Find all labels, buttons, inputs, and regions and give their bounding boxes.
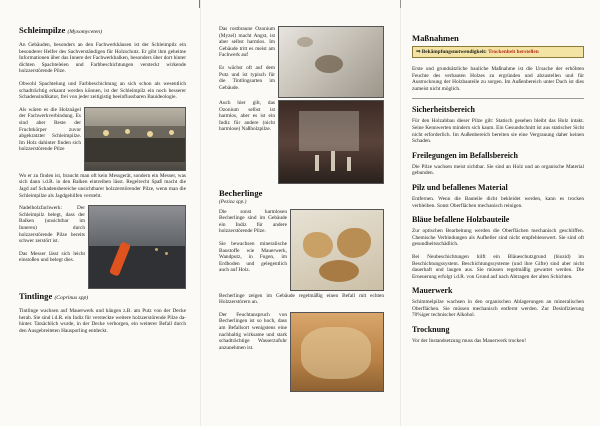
heading-mauerwerk: Mauerwerk [412, 286, 453, 296]
heading-becherlinge: Becherlinge [219, 188, 263, 198]
column-right [412, 34, 584, 351]
paragraph: Schimmelpilze wachsen in den organischen Ablagerungen an mineralischen Oberflächen. Sie müssen mechanisch entfernt werden. Zur Desinfizierung 70%iger technischer Alkohol. [412, 299, 584, 319]
paragraph: Die Pilze wachsen meist sichtbar. Sie sind an Holz und an organische Material gebunden. [412, 163, 584, 177]
heading-schleimpilze: Schleimpilze (Myxomyceten) [19, 25, 102, 35]
paragraph: Bei Neubeschichtungen hilft ein Bläueschutzgrund (biozid) im Beschichtungssystem. Beschichtungssysteme (und ihre Gifte) sind aber nicht dauerhaft und laugen aus. Sie müssen regelmäßig gewartet werden. Die Erneuerung erfolgt i.d.R. von Grund auf nach Abtragen der alten Schichten. [412, 253, 584, 280]
paragraph: Entfernen. Wenn die Bauteile dicht bekleidet werden, kann es trocken verbleiben. Sonst Oberflächen mechanisch reinigen. [412, 195, 584, 209]
paragraph: Für den Holzabbau dieser Pilze gilt: Statisch gesehen bleibt das Holz intakt. Seine Kennwerten mindern sich kaum. Ein Gesundschnitt ist aus statischer Sicht nicht erforderlich. Im Außenbereich bereiten sie eine Vergrauung daher keinen Schaden. [412, 118, 584, 145]
photo-knife-in-beam [88, 205, 186, 289]
divider [412, 98, 584, 99]
paragraph: Zur optischen Bearbeitung werden die Oberflächen mechanisch geschliffen. Chemische Verbindungen als Aufheller sind nicht empfehlenswert. Sie sind oft gesundheitsschädlich. [412, 228, 584, 248]
heading-massnahmen: Maßnahmen [412, 33, 459, 43]
paragraph: Sie bewachsen mineralische Baustoffe wie Mauerwerk, Wandputz, in Fugen, im Erdboden und gelegentlich auch auf Holz. [219, 240, 287, 274]
fold-line [400, 0, 401, 426]
paragraph: Das rostbraune Ozonium (Myzel) macht Angst, ist aber selbst harmlos. Im Gebäude tritt es meist am Fachwerk auf [219, 26, 275, 59]
paragraph: Tintlinge wachsen auf Mauerwerk und hängen z.B. am Putz von der Decke herab. Sie sind i.d.R. ein Indiz für versteckte weitere holzzerstörende Pilze da-hinter. Tatsächlich wurde, in der Decke verborgen, ein weiterer Befall durch den Ausgebreiteten Hausporling entdeckt. [19, 308, 186, 334]
paragraph: Der Feuchtanspruch von Becherlingen ist so hoch, dass am Befallsort wenigstens eine nachhaltig wirksame und stark schadträchtige Wasserzufuhr anzunehmen ist. [219, 311, 287, 351]
paragraph: Als wären es die Holznägel der Fachwerkverbindung. Es sind aber Reste der Fruchtkörper zuvor abgekratzter Schleimpilze. Im Holz dahinter finden sich holzzerstörende Pilze [19, 106, 81, 153]
paragraph: Wo er zu finden ist, braucht man oft kein Messgerät, sondern ein Messer, was sich dann i.d.R. in den Balken eintreiben lässt. Regelrecht Spaß macht die Jagd auf Schadensbereiche unsichtbarer holzzerstörender Pilze, wenn man die Schleimpilze als Jagdgehilfen versteht. [19, 172, 186, 199]
photo-mushrooms-ceiling [278, 100, 384, 184]
photo-half-timbered-beam [84, 107, 186, 171]
column-middle [219, 26, 384, 394]
fold-line [200, 0, 201, 426]
paragraph: Obwohl Spachtelung und Farbbeschichtung an sich schon als wesentlich schadträchtig erkannt werden können, ist der Schleimpilz ein noch besserer Schadensindikator, frei von jeder zeitigistig beeinflussbaren Bauideologie. [19, 80, 186, 101]
measure-banner [412, 46, 584, 58]
heading-freilegungen: Freilegungen im Befallsbereich [412, 150, 518, 160]
paragraph: Auch hier gilt, das Ozonium selbst ist harmlos, aber es ist ein Indiz für andere (nicht harmlose) Naßholzpilze. [219, 100, 275, 133]
paragraph: Vor der Instandsetzung muss das Mauerwerk trocken! [412, 338, 527, 345]
photo-ozonium-on-plaster [278, 26, 384, 98]
banner-value: Trockenheit herstellen [488, 49, 539, 55]
heading-sicherheitsbereich: Sicherheitsbereich [412, 105, 475, 115]
heading-tintlinge: Tintlinge (Coprinus spp) [19, 291, 89, 302]
paragraph: Erste und grundsätzliche bauliche Maßnahme ist die Ursache der erhöhten Feuchte des verbauten Holzes zu ergründen und abzustellen und für Austrocknung der Holzbauteile zu sorgen. Im Außenbereich unter Dach ist dies zumeist nicht möglich. [412, 66, 584, 92]
paragraph: Es wächst oft auf dem Putz und ist typisch für die Tintlingsarten im Gebäude. [219, 64, 275, 91]
heading-pilz-material: Pilz und befallenes Material [412, 182, 508, 192]
column-left [19, 26, 186, 341]
paragraph: Das Messer lässt sich leicht einstoßen und belegt dies. [19, 250, 85, 264]
paragraph: Becherlinge zeigen im Gebäude regelmäßig einen Befall mit echten Holzzerstörern an. [219, 292, 384, 306]
heading-subtitle: (Peziza spp.) [219, 199, 247, 205]
heading-trocknung: Trocknung [412, 325, 450, 335]
paragraph: Nadelholzfachwerk: Der Schleimpilz belegt, dass der Balken (unsichtbar im Inneren) durch holzzerstörende Pilze bereits schwer zerstört ist. [19, 205, 85, 245]
paragraph: Die sonst harmlosen Becherlinge sind im Gebäude ein Indiz für andere holzzerstörende Pilze. [219, 208, 287, 235]
paragraph: An Gebäuden, besonders an den Fachwerkhäusen ist der Schleimpilz ein besonderer Helfer des Sachverständigen für Holzschutz. Er gibt ihm geheime Informationen über das Innere der Fachwerkbalken, besonders über dort hinter dichten Spachteleien und Farbbeschichtungen versteckt wirkende holzzerstörende Pilze. [19, 42, 186, 75]
photo-cup-fungi [290, 209, 384, 291]
photo-fungi-on-wood [290, 312, 384, 392]
banner-label: ⇒ Bekämpfungsnotwendigkeit: [416, 49, 487, 55]
heading-blaeue: Bläue befallene Holzbauteile [412, 215, 510, 225]
